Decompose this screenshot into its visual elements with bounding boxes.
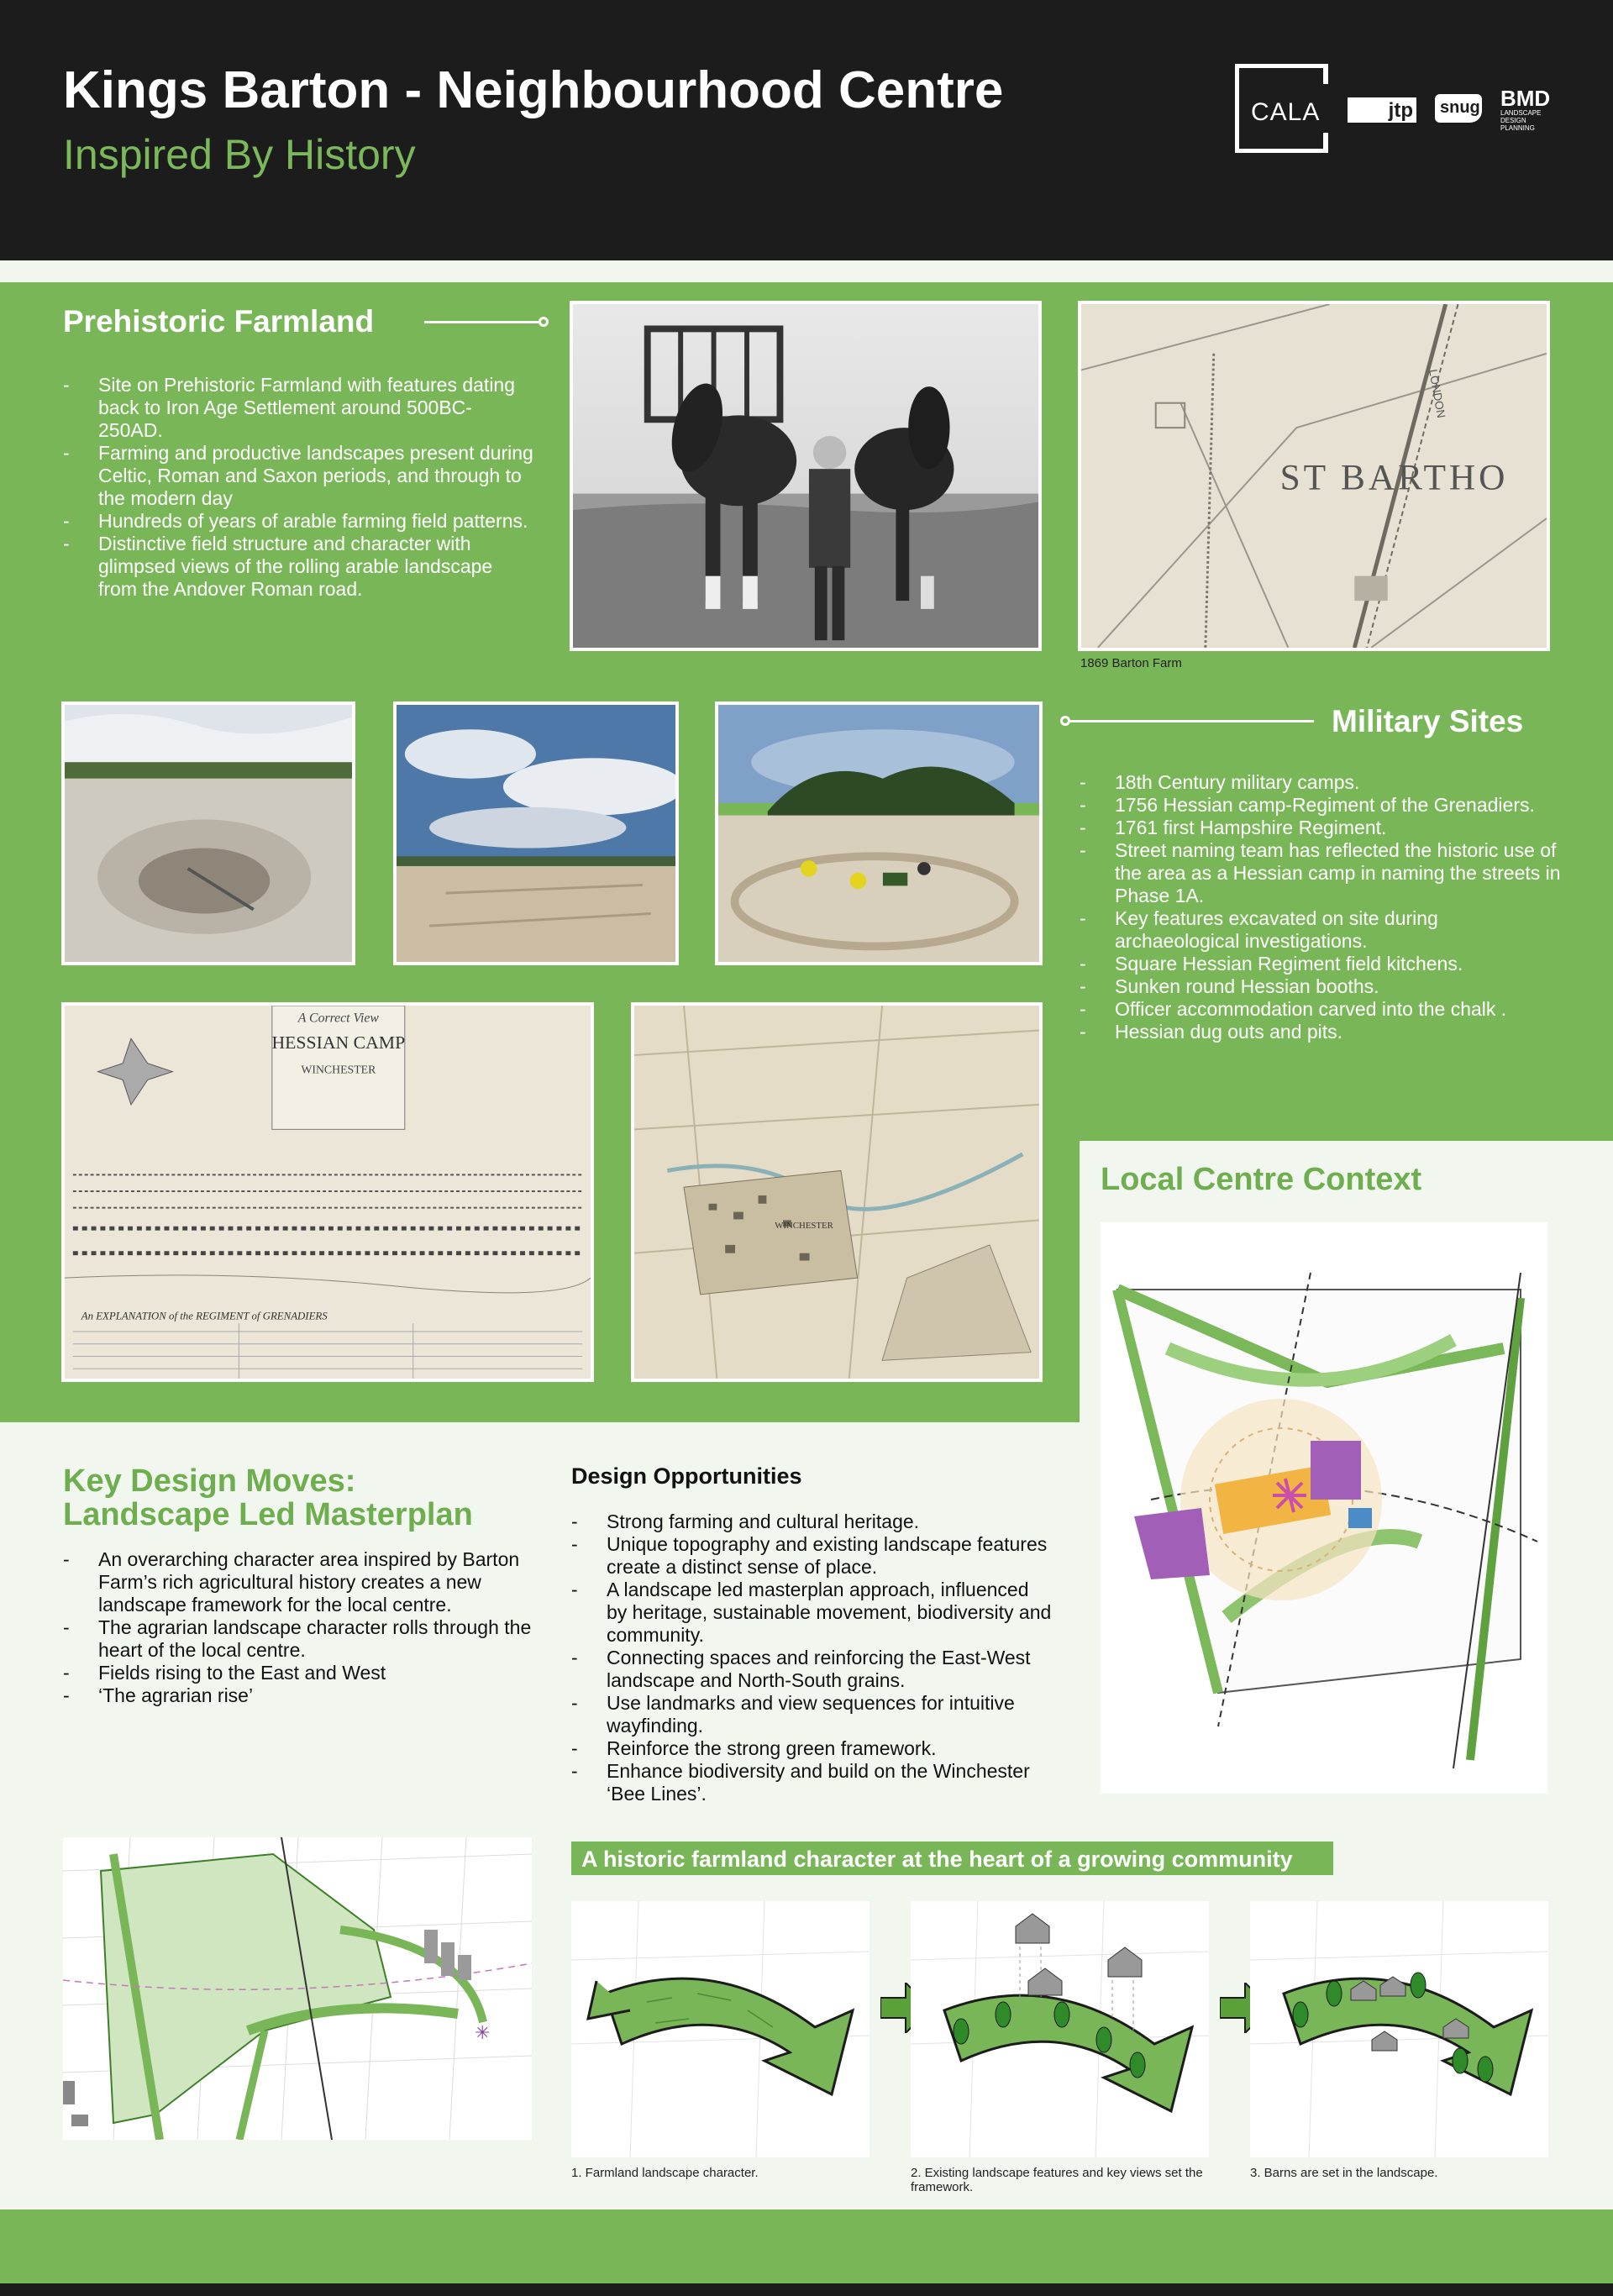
- opportunities-list: [571, 1511, 1054, 1805]
- list-item: - Distinctive field structure and character with glimpsed views of the rolling arable landscape from the Andover Roman road.: [63, 533, 533, 601]
- list-item: - 18th Century military camps.: [1080, 771, 1563, 794]
- design-moves-list: [63, 1548, 533, 1707]
- military-title-line: [1070, 720, 1314, 722]
- print-heading-line2: HESSIAN CAMP: [271, 1032, 406, 1053]
- list-item: - Hessian dug outs and pits.: [1080, 1021, 1563, 1043]
- masterplan-plan: [63, 1837, 532, 2140]
- list-item: - Use landmarks and view sequences for intuitive wayfinding.: [571, 1692, 1054, 1737]
- local-centre-plan: [1101, 1222, 1547, 1794]
- list-item: - Unique topography and existing landscape features create a distinct sense of place.: [571, 1533, 1054, 1579]
- opportunities-title: Design Opportunities: [571, 1463, 802, 1489]
- horses-photo: [570, 301, 1042, 651]
- list-item: - Fields rising to the East and West: [63, 1662, 533, 1684]
- winchester-historic-map: [631, 1002, 1043, 1382]
- military-list: [1080, 771, 1563, 1043]
- jtp-logo-text: jtp: [1388, 99, 1413, 122]
- list-item: - Sunken round Hessian booths.: [1080, 975, 1563, 998]
- list-item: - Hundreds of years of arable farming field patterns.: [63, 510, 533, 533]
- list-item: - Square Hessian Regiment field kitchens.: [1080, 953, 1563, 975]
- map-1869-caption: 1869 Barton Farm: [1080, 656, 1182, 670]
- jtp-logo: [1348, 97, 1416, 123]
- list-item: - Site on Prehistoric Farmland with features dating back to Iron Age Settlement around 500BC-250AD.: [63, 374, 533, 442]
- page-subtitle: Inspired By History: [63, 131, 416, 178]
- military-title-dot: [1060, 716, 1070, 726]
- list-item: - Strong farming and cultural heritage.: [571, 1511, 1054, 1533]
- prehistoric-title-line: [424, 321, 540, 323]
- print-footer-text: An EXPLANATION of the REGIMENT of GRENADIERS: [81, 1310, 328, 1322]
- prehistoric-title: Prehistoric Farmland: [63, 304, 375, 339]
- list-item: - Reinforce the strong green framework.: [571, 1737, 1054, 1760]
- list-item: - Connecting spaces and reinforcing the East-West landscape and North-South grains.: [571, 1647, 1054, 1692]
- stage-3-caption: 3. Barns are set in the landscape.: [1250, 2166, 1438, 2180]
- page-title: Kings Barton - Neighbourhood Centre: [63, 61, 1004, 119]
- cala-logo-text: CALA: [1251, 98, 1321, 126]
- stage-3-diagram: [1250, 1901, 1548, 2157]
- stage-2-diagram: [911, 1901, 1209, 2157]
- cala-logo: [1235, 64, 1327, 153]
- map-label-bartho: ST BARTHO: [1279, 457, 1509, 498]
- list-item: - Enhance biodiversity and build on the Winchester ‘Bee Lines’.: [571, 1760, 1054, 1805]
- snug-logo: [1435, 94, 1482, 123]
- footer-edge: [0, 2283, 1613, 2296]
- cleared-site-photo: [393, 701, 679, 965]
- military-title: Military Sites: [1332, 704, 1524, 738]
- map-label-winchester: WINCHESTER: [775, 1221, 833, 1232]
- stage-2-caption: 2. Existing landscape features and key views set the framework.: [911, 2166, 1203, 2194]
- bmd-logo-subtext: LANDSCAPE DESIGN PLANNING: [1500, 109, 1542, 132]
- local-centre-title: Local Centre Context: [1101, 1162, 1422, 1197]
- prehistoric-list: [63, 374, 533, 601]
- stage-1-caption: 1. Farmland landscape character.: [571, 2166, 759, 2180]
- map-label-london: LONDON: [1426, 368, 1448, 419]
- print-heading-line3: WINCHESTER: [301, 1063, 376, 1076]
- list-item: - Key features excavated on site during archaeological investigations.: [1080, 907, 1563, 953]
- print-heading-line1: A Correct View: [297, 1011, 379, 1026]
- snug-logo-text: snug: [1440, 98, 1480, 117]
- community-banner-text: A historic farmland character at the heart of a growing community: [581, 1847, 1293, 1872]
- footer-band: [0, 2209, 1613, 2283]
- bmd-logo-text: BMD: [1500, 86, 1551, 111]
- design-moves-title-line1: Key Design Moves:: [63, 1463, 356, 1499]
- community-banner: [571, 1842, 1333, 1875]
- list-item: - The agrarian landscape character rolls through the heart of the local centre.: [63, 1616, 533, 1662]
- list-item: - Officer accommodation carved into the chalk .: [1080, 998, 1563, 1021]
- bmd-logo: [1500, 87, 1559, 132]
- barton-farm-1869-map: [1078, 301, 1550, 651]
- design-moves-title-line2: Landscape Led Masterplan: [63, 1497, 473, 1532]
- list-item: - Street naming team has reflected the historic use of the area as a Hessian camp in naming the streets in Phase 1A.: [1080, 839, 1563, 907]
- cala-logo-bar-bottom: [1323, 133, 1328, 153]
- hessian-camp-print: [61, 1002, 594, 1382]
- excavation-pit-photo: [61, 701, 355, 965]
- stage-1-diagram: [571, 1901, 870, 2157]
- list-item: - Farming and productive landscapes present during Celtic, Roman and Saxon periods, and through to the modern day: [63, 442, 533, 510]
- cala-logo-bar-top: [1323, 64, 1328, 84]
- list-item: - An overarching character area inspired by Barton Farm’s rich agricultural history creates a new landscape framework for the local centre.: [63, 1548, 533, 1616]
- svg-text:✳: ✳: [475, 2022, 491, 2043]
- list-item: - A landscape led masterplan approach, influenced by heritage, sustainable movement, biodiversity and community.: [571, 1579, 1054, 1647]
- list-item: - 1756 Hessian camp-Regiment of the Grenadiers.: [1080, 794, 1563, 817]
- list-item: - 1761 first Hampshire Regiment.: [1080, 817, 1563, 839]
- list-item: - ‘The agrarian rise’: [63, 1684, 533, 1707]
- archaeology-dig-photo: [715, 701, 1043, 965]
- prehistoric-title-dot: [539, 317, 549, 327]
